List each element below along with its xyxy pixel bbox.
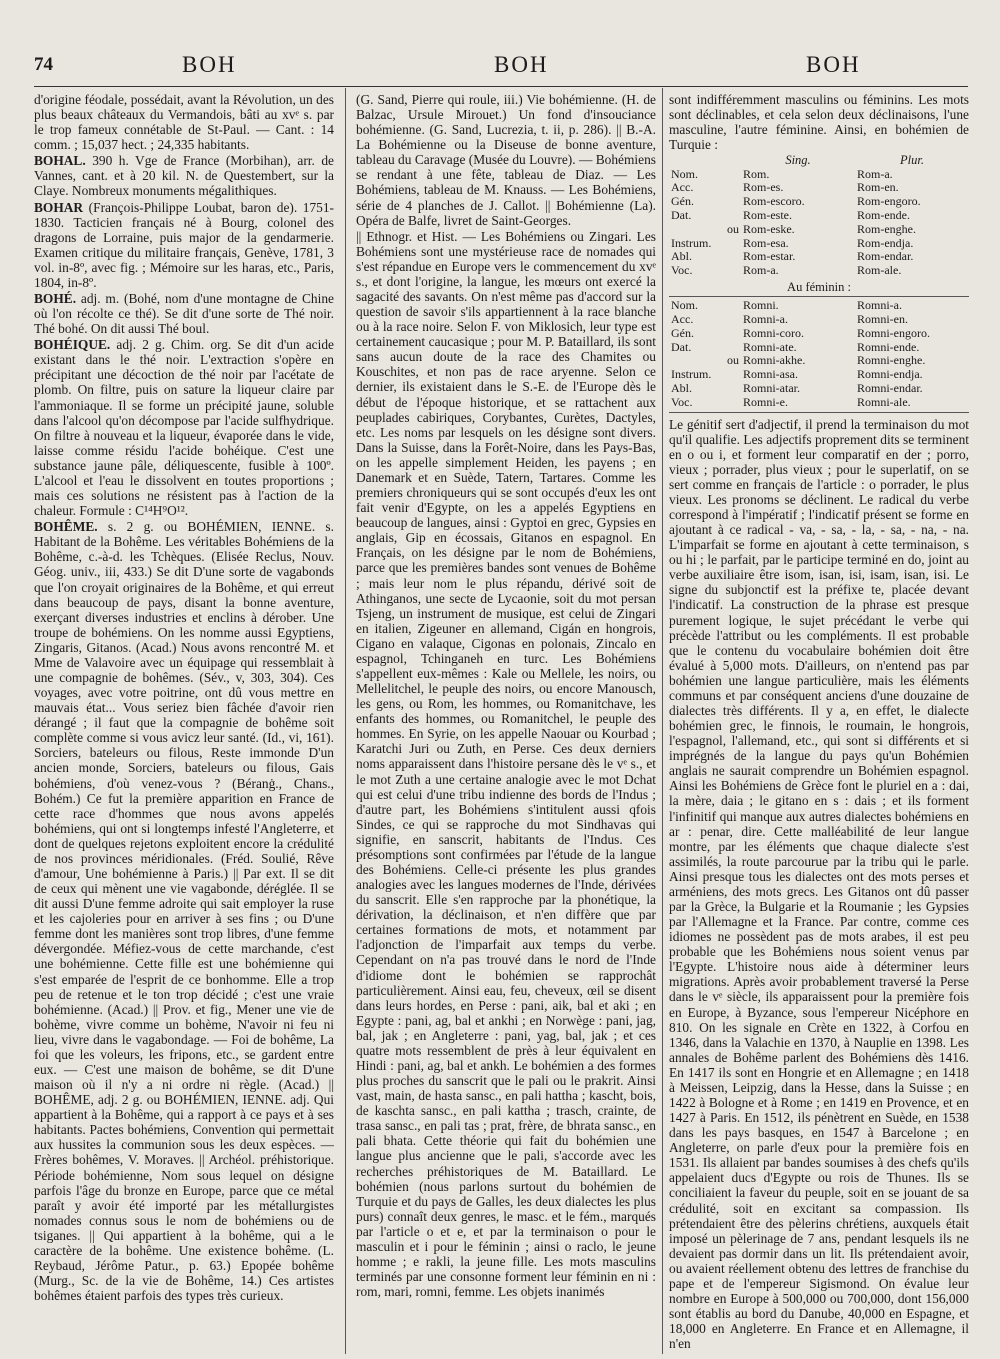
cell-case: Nom. <box>671 298 698 313</box>
page-number: 74 <box>34 54 53 75</box>
table-row <box>669 264 969 278</box>
column-2 <box>356 92 656 1354</box>
headword-bohal: BOHAL. <box>34 153 86 169</box>
cell-sg: Rom-escoro. <box>743 194 805 209</box>
cell-case: Instrum. <box>671 235 712 250</box>
headword-bohar: BOHAR <box>34 199 84 215</box>
feminine-declension-table <box>669 299 969 409</box>
cell-pl: Romni-engoro. <box>857 325 930 340</box>
table-row <box>669 237 969 251</box>
table-row <box>669 368 969 382</box>
cell-sg: Romni. <box>743 298 779 313</box>
table-row <box>669 313 969 327</box>
cell-pl: Rom-ende. <box>857 208 910 223</box>
table-row <box>669 250 969 264</box>
table-row <box>669 341 969 355</box>
table-row <box>669 382 969 396</box>
table-header-row <box>669 153 969 167</box>
header-singular: Sing. <box>785 153 811 168</box>
cell-sg: Romni-e. <box>743 394 788 409</box>
cell-sg: Romni-ate. <box>743 339 797 354</box>
cell-case: Dat. <box>671 208 692 223</box>
entry-boheme <box>34 519 334 1303</box>
cell-pl: Romni-a. <box>857 298 902 313</box>
cell-pl: Rom-en. <box>857 180 899 195</box>
table-row <box>669 209 969 223</box>
table-row <box>669 181 969 195</box>
cell-pl: Romni-endja. <box>857 367 923 382</box>
column-divider-1 <box>345 88 346 1354</box>
cell-case: ou <box>727 221 739 236</box>
column-3 <box>669 92 969 1354</box>
cell-sg: Rom-a. <box>743 263 779 278</box>
running-headword-right: BOH <box>806 52 861 77</box>
entry-bohe <box>34 291 334 336</box>
masculine-declension-table <box>669 153 969 278</box>
header-plural: Plur. <box>900 153 924 168</box>
cell-sg: Rom-este. <box>743 208 792 223</box>
entry-bohal <box>34 153 334 198</box>
cell-sg: Rom-es. <box>743 180 784 195</box>
feminine-label: Au féminin : <box>787 280 851 295</box>
table-rule-bottom <box>669 412 969 413</box>
cell-sg: Rom. <box>743 166 770 181</box>
entry-bohar-text: (François-Philippe Loubat, baron de). 1751-1830. Tacticien français né à Bourg, colonel des dragons de Lorraine, puis major de la gendarmerie. Examen critique du militaire français, Genève, 1781, 3 vol. in-8º, avec fig. ; Mémoire sur les haras, etc., Paris, 1804, in-8º. <box>34 199 334 290</box>
cell-sg: Romni-a. <box>743 311 788 326</box>
cell-sg: Rom-estar. <box>743 249 796 264</box>
entry-boheique-text: adj. 2 g. Chim. org. Se dit d'un acide existant dans le thé noir. L'extraction s'opère en précipitant une décoction de thé noir par l'acétate de plomb. On filtre, puis on sature la liqueur claire par l'ammoniaque. Il se forme un précipité jaune, soluble dans l'alcool qu'on décompose par l'acide sulfhydrique. On filtre à nouveau et la liqueur, évaporée dans le vide, laisse comme résidu l'acide bohéique. C'est une substance jaune pâle, déliquescente, fusible à 100º. L'alcool et l'eau le dissolvent en toutes proportions ; mais ces solutions ne résistent pas à l'action de la chaleur. Formule : C¹⁴H⁹O¹². <box>34 337 334 519</box>
table-row <box>669 396 969 410</box>
cell-sg: Romni-akhe. <box>743 353 806 368</box>
entry-boheme-continued: (G. Sand, Pierre qui roule, iii.) Vie bohémienne. (H. de Balzac, Ursule Mirouet.) Un fond d'insouciance bohémienne. (G. Sand, Lucrezia, t. ii, p. 286). || B.-A. La Bohémienne ou la Diseuse de bonne aventure, tableau du Caravage (Musée du Louvre). — Bohémiens se rendant à une fête, tableau de Diaz. — Les Bohémiens, tableau de M. Knauss. — Les Bohémiens, série de 4 planches de J. Callot. || Bohémienne (La). Opéra de Balfe, livret de Saint-Georges. <box>356 92 656 228</box>
table-row <box>669 299 969 313</box>
table-row <box>669 354 969 368</box>
cell-case: Instrum. <box>671 367 712 382</box>
cell-pl: Romni-ale. <box>857 394 911 409</box>
cell-pl: Romni-ende. <box>857 339 920 354</box>
cell-sg: Romni-asa. <box>743 367 798 382</box>
header-rule <box>34 86 968 87</box>
cell-case: Gén. <box>671 325 694 340</box>
cell-pl: Romni-en. <box>857 311 908 326</box>
declension-intro: sont indifféremment masculins ou féminins. Les mots sont déclinables, et cela selon deux déclinaisons, l'une masculine, l'autre féminine. Ainsi, en bohémien de Turquie : <box>669 92 969 153</box>
cell-pl: Rom-endar. <box>857 249 914 264</box>
table-row <box>669 195 969 209</box>
column-1 <box>34 92 334 1354</box>
cell-sg: Romni-atar. <box>743 380 800 395</box>
cell-sg: Rom-esa. <box>743 235 789 250</box>
cell-sg: Romni-coro. <box>743 325 804 340</box>
table-rule <box>669 296 969 297</box>
masculine-rows <box>669 168 969 278</box>
cell-pl: Rom-ale. <box>857 263 902 278</box>
running-headword-left: BOH <box>182 52 237 77</box>
cell-pl: Rom-enghe. <box>857 221 916 236</box>
column-divider-2 <box>662 88 663 1354</box>
headword-boheme: BOHÊME. <box>34 519 98 535</box>
grammar-history-text: Le génitif sert d'adjectif, il prend la terminaison du mot qu'il qualifie. Les adjectifs proprement dits se terminent en o ou i, et forment leur comparatif en der ; porro, vieux ; porrader, plus vieux ; pour le superlatif, on se sert comme en français de l'article : o porrader, le plus vieux. Les pronoms se déclinent. Le radical du verbe correspond à l'impératif ; l'indicatif présent se forme en ajoutant à ce radical - va, - sa, - la, - sa, - na, - na. L'imparfait se forme en ajoutant à cette terminaison, s ou hi ; le parfait, par le participe terminé en do, joint au verbe auxiliaire être isom, isan, isi, isam, isan, isi. Le signe du subjonctif est la préfixe te, placée devant l'indicatif. La construction de la phrase est presque purement logique, le sujet précédant le verbe qui précède l'attribut ou les compléments. Il est probable que le contenu du vocabulaire bohémien doit être évalué à 5,000 mots. D'ailleurs, on n'entend pas par bohémien une langue particulière, mais les éléments communs et par conséquent anciens d'une douzaine de dialectes très différents. Il y a, en effet, le dialecte bohémien grec, le finnois, le roumain, le hongrois, l'espagnol, l'allemand, etc., qui sont si différents et si imprégnés de la langue du pays qu'un Bohémien anglais ne saurait comprendre un Bohémien espagnol. Ainsi les Bohémiens de Grèce font le pluriel en a : dai, la mère, daia ; le gitano en s : dais ; et ils forment l'infinitif qui manque aux autres dialectes bohémiens en ar : penar, dire. Cette malléabilité de leur langue montre, par les éléments que chaque dialecte s'est assimilés, la route parcourue par la tribu qui le parle. Ainsi presque tous les dialectes ont des mots perses et arméniens, des mots grecs. Les Gitanos ont dû passer par la Grèce, la Bulgarie et la Roumanie ; les Gypsies par l'Allemagne et la France. Par contre, comme ces idiomes ne possèdent pas de mots arabes, il est peu probable que les Bohémiens nous soient venus par l'Egypte. L'histoire nous aide à déterminer leurs migrations. Après avoir probablement traversé la Perse dans le vᵉ siècle, ils apparaissent pour la première fois en Europe, à Byzance, sous l'empereur Nicéphore en 810. On les signale en Crète en 1322, à Corfou en 1346, dans la Valachie en 1370, à Nauplie en 1398. Les annales de Bohême parlent des Bohémiens dès 1416. En 1417 ils sont en Hongrie et en Allemagne ; en 1418 à Meissen, Leipzig, dans la Hesse, dans la Suisse ; en 1422 à Bologne et à Rome ; en 1419 en Provence, et en 1427 à Paris. En 1512, ils pénètrent en Suède, en 1538 dans les pays basques, en 1547 à Barcelone ; en Angleterre, on parle d'eux pour la première fois en 1531. Ils allaient par bandes soumises à des chefs qu'ils appelaient ducs d'Egypte ou rois de Thunes. Ils se conciliaient la faveur du peuple, soit en se jouant de sa crédulité, soit en excitant sa compassion. Ils prétendaient être des pèlerins chrétiens, auxquels était imposé un pèlerinage de 7 ans, pendant lesquels ils ne devaient pas dormir dans un lit. Ils prétendaient avoir, ou avaient réellement obtenu des lettres de franchise du pape et de l'empereur Sigismond. On évalue leur nombre en Europe à 500,000 ou 700,000, dont 156,000 sont établis au bord du Danube, 40,000 en Espagne, et 18,000 en Angleterre. En France et en Allemagne, il n'en <box>669 416 969 1352</box>
cell-case: Gén. <box>671 194 694 209</box>
headword-bohe: BOHÉ. <box>34 291 77 307</box>
cell-case: Nom. <box>671 166 698 181</box>
running-headword-center: BOH <box>494 52 549 77</box>
cell-pl: Romni-enghe. <box>857 353 926 368</box>
cell-pl: Romni-endar. <box>857 380 923 395</box>
headword-boheique: BOHÉIQUE. <box>34 337 111 353</box>
entry-boheme-text: s. 2 g. ou BOHÉMIEN, IENNE. s. Habitant de la Bohême. Les véritables Bohémiens de la Bohême, c.-à-d. les Tchèques. (Elisée Reclus, Nouv. Géog. univ., iii, 433.) Se dit D'une sorte de vagabonds que l'on croyait originaires de la Bohême, et qui erreut dans beaucoup de pays, disant la bonne aventure, exerçant diverses industries et enclins à dérober. Une troupe de bohémiens. On les nomme aussi Egyptiens, Zingaris, Gitanos. (Acad.) Nous avons rencontré M. et Mme de Valavoire avec un équipage qui ressemblait à une compagnie de bohêmes. (Sév., v, 303, 304). Ces voyages, avec votre poitrine, ont dû vous mettre en mauvais état... Vous seriez bien fâchée d'avoir rien dérangé ; il faut que la compagnie de bohême soit complète comme si vous avicz leur santé. (Id., vi, 161). Sorciers, bateleurs ou filous, Reste immonde D'un ancien monde, Sorciers, bateleurs ou filous, Gais bohémiens, d'où venez-vous ? (Béranġ., Chans., Bohém.) Ce fut la première apparition en France de cette race d'hommes que nous avons appelés bohémiens, qui ont si longtemps infesté l'Angleterre, et dont de quelques rejetons exploitent encore la crédulité de nos provinces méridionales. (Fréd. Soulié, Rêve d'amour, Une bohémienne à Paris.) || Par ext. Il se dit de ceux qui mènent une vie vagabonde, déréglée. Il se dit aussi D'une femme adroite qui sait employer la ruse et les cajoleries pour en arriver à ses fins ; ou D'une femme dont les manières sont trop libres, d'une femme dévergondée. Méfiez-vous de cette marchande, c'est une bohémienne. Cette fille est une bohémienne qui s'est emparée de l'esprit de ce bonhomme. Elle a trop peu de retenue et le ton trop décidé ; c'est une vraie bohémienne. (Acad.) || Prov. et fig., Mener une vie de bohème, vivre comme un bohème, N'avoir ni feu ni lieu, vivre dans le vagabondage. — Foi de bohême, La foi que les voleurs, les fripons, etc., se gardent entre eux. — C'est une maison de bohême, se dit D'une maison où il n'y a ni ordre ni règle. (Acad.) || BOHÊME, adj. 2 g. ou BOHÉMIEN, IENNE. adj. Qui appartient à la Bohême, qui a rapport à ce pays et à ses habitants. Pactes bohémiens, Convention qui permettait aux hussites la communion sous les deux espèces. — Frères bohêmes, V. Moraves. || Archéol. préhistorique. Période bohémienne, Nom sous lequel on désigne parfois l'âge du bronze en Europe, parce que ce métal paraît y avoir été importé par les métallurgistes nomades connus sous le nom de bohémiens ou de tsiganes. || Qui appartient à la bohême, qui a le caractère de la bohême. Une existence bohême. (L. Reybaud, Jérôme Patur., p. 63.) Epopée bohême (Murg., Sc. de la vie de Bohême, 14.) Ces artistes bohêmes étaient parfois des types très curieux. <box>34 519 334 1304</box>
feminine-rows <box>669 299 969 409</box>
page-header <box>34 52 968 86</box>
section-ethnography: || Ethnogr. et Hist. — Les Bohémiens ou Zingari. Les Bohémiens sont une mystérieuse race de nomades qui s'est répandue en Europe vers le commencement du xvᵉ s., et dont l'origine, la langue, les mœurs ont exercé la sagacité des savants. On n'est même pas d'accord sur la question de savoir s'ils appartiennent à la race blanche ou à la race noire. Selon F. von Miklosich, leur type est certainement caucasique ; pour M. P. Bataillard, ils sont sans aucun doute de la race des Chamites ou Kouschites, et non pas de race aryenne. Selon ce dernier, ils existaient dans le S.-E. de l'Europe dès le début de l'époque historique, et se rattachent aux peuplades cabiriques, Corybantes, Curètes, Dactyles, etc. Les noms par lesquels on les désigne sont divers. Dans la Suisse, dans la Forêt-Noire, dans les Pays-Bas, on les appelle simplement Heiden, les payens ; en Danemark et en Suède, Tatern, Tartares. Comme les premiers chroniqueurs qui se sont occupés d'eux les ont fait venir d'Egypte, on les a appelés Egyptiens en beaucoup de langues, ainsi : Gyptoi en grec, Gypsies en anglais, Gip en écossais, Gitanos en espagnol. En Français, on les désigne par le nom de Bohémiens, parce que les premières bandes sont venues de Bohême ; mais leur nom le plus répandu, dérivé soit de Athinganos, une secte de Lycaonie, soit du mot persan Tsjeng, un instrument de musique, est celui de Zingari en italien, Zigeuner en allemand, Cigán en hongrois, Cigano en valaque, Cigonas en polonais, Zincalo en espagnol, Tchinganeh en turc. Les Bohémiens s'appellent eux-mêmes : Kale ou Mellele, les noirs, ou Mellelitchel, le peuple des noirs, ou encore Manousch, les gens, ou Rom, les hommes, ou Romanitchave, les enfants des hommes, ou Romanitchel, le peuple des hommes. En Syrie, on les appelle Naouar ou Kourbad ; Karatchi Juri ou Zuth, en Perse. Ces deux derniers noms apparaissent dans l'histoire persane dès le vᵉ s., et le mot Zuth a une certaine analogie avec le mot Dchat qui est celui d'une tribu indienne des bords de l'Indus ; d'autre part, les Bohémiens s'intitulent aussi qfois Sindes, ce qui se rapproche du mot Sindhavas qui signifie, en sanscrit, habitants de l'Indus. Ces présomptions sont confirmées par l'étude de la langue des Bohémiens. Celle-ci présente les plus grandes analogies avec les langues modernes de l'Inde, dérivées du sanscrit. Elle s'en rapproche par la phonétique, la dérivation, la déclinaison, et n'en diffère que par certaines formations de mots, et notamment par l'adjonction de l'imparfait aux temps du verbe. Cependant on n'a pas trouvé dans le nord de l'Inde d'idiome dont le bohémien se rapprochât particulièrement. Ainsi eau, feu, cheveux, œil se disent dans leurs hordes, en Perse : pani, aik, bal et aki ; en Egypte : pani, ag, bal et ankhi ; en Norwège : pani, jag, bal, jak ; en Angleterre : pani, yag, bal, jak ; et ces quatre mots ressemblent de près à leur équivalent en Hindi : pani, ag, bal et ankh. Le bohémien a des formes plus proches du sanscrit que le pali ou le prakrit. Ainsi vast, main, de hasta sansc., en pali hattha ; kascht, bois, de kaschta sansc., en pali kattha ; trasch, crainte, de trasa sansc., en pali tas ; prat, frère, de bhrata sansc., en pali bhata. Cette théorie qui fait du bohémien une langue plus ancienne que le pali, s'accorde avec les recherches préhistoriques de M. Bataillard. Le bohémien (nous parlons surtout du bohémien de Turquie et du pays de Galles, les deux dialectes les plus purs) connaît deux genres, le masc. et le fém., marqués par l'article o et e, et par la terminaison o pour le masculin et i pour le féminin ; ainsi o raclo, le jeune homme ; e rakli, la jeune fille. Les mots masculins terminés par une consonne forment leur féminin en ni : rom, mari, romni, femme. Les objets inanimés <box>356 228 656 1300</box>
cell-pl: Rom-a. <box>857 166 893 181</box>
entry-bohe-text: adj. m. (Bohé, nom d'une montagne de Chine où l'on récolte ce thé). Se dit d'une sorte de Thé noir. Thé bohé. On dit aussi Thé boul. <box>34 291 334 337</box>
cell-pl: Rom-engoro. <box>857 194 921 209</box>
cell-case: Voc. <box>671 263 693 278</box>
table-row <box>669 168 969 182</box>
entry-continuation: d'origine féodale, possédait, avant la Révolution, un des plus beaux châteaux du Vermandois, bâti au xvᵉ s. par le trop fameux connétable de St-Paul. — Cant. : 14 comm. ; 15,037 hect. ; 24,335 habitants. <box>34 92 334 153</box>
cell-case: Dat. <box>671 339 692 354</box>
cell-pl: Rom-endja. <box>857 235 914 250</box>
cell-case: Abl. <box>671 380 692 395</box>
cell-sg: Rom-eske. <box>743 221 795 236</box>
table-row <box>669 223 969 237</box>
cell-case: Acc. <box>671 180 694 195</box>
entry-bohar <box>34 200 334 290</box>
cell-case: ou <box>727 353 739 368</box>
table-row <box>669 327 969 341</box>
cell-case: Abl. <box>671 249 692 264</box>
entry-bohal-text: 390 h. Vge de France (Morbihan), arr. de Vannes, cant. et à 20 kil. N. de Questembert, sur la Claye. Nombreux monuments mégalithiques. <box>34 153 334 199</box>
cell-case: Voc. <box>671 394 693 409</box>
entry-boheique <box>34 337 334 518</box>
cell-case: Acc. <box>671 311 694 326</box>
